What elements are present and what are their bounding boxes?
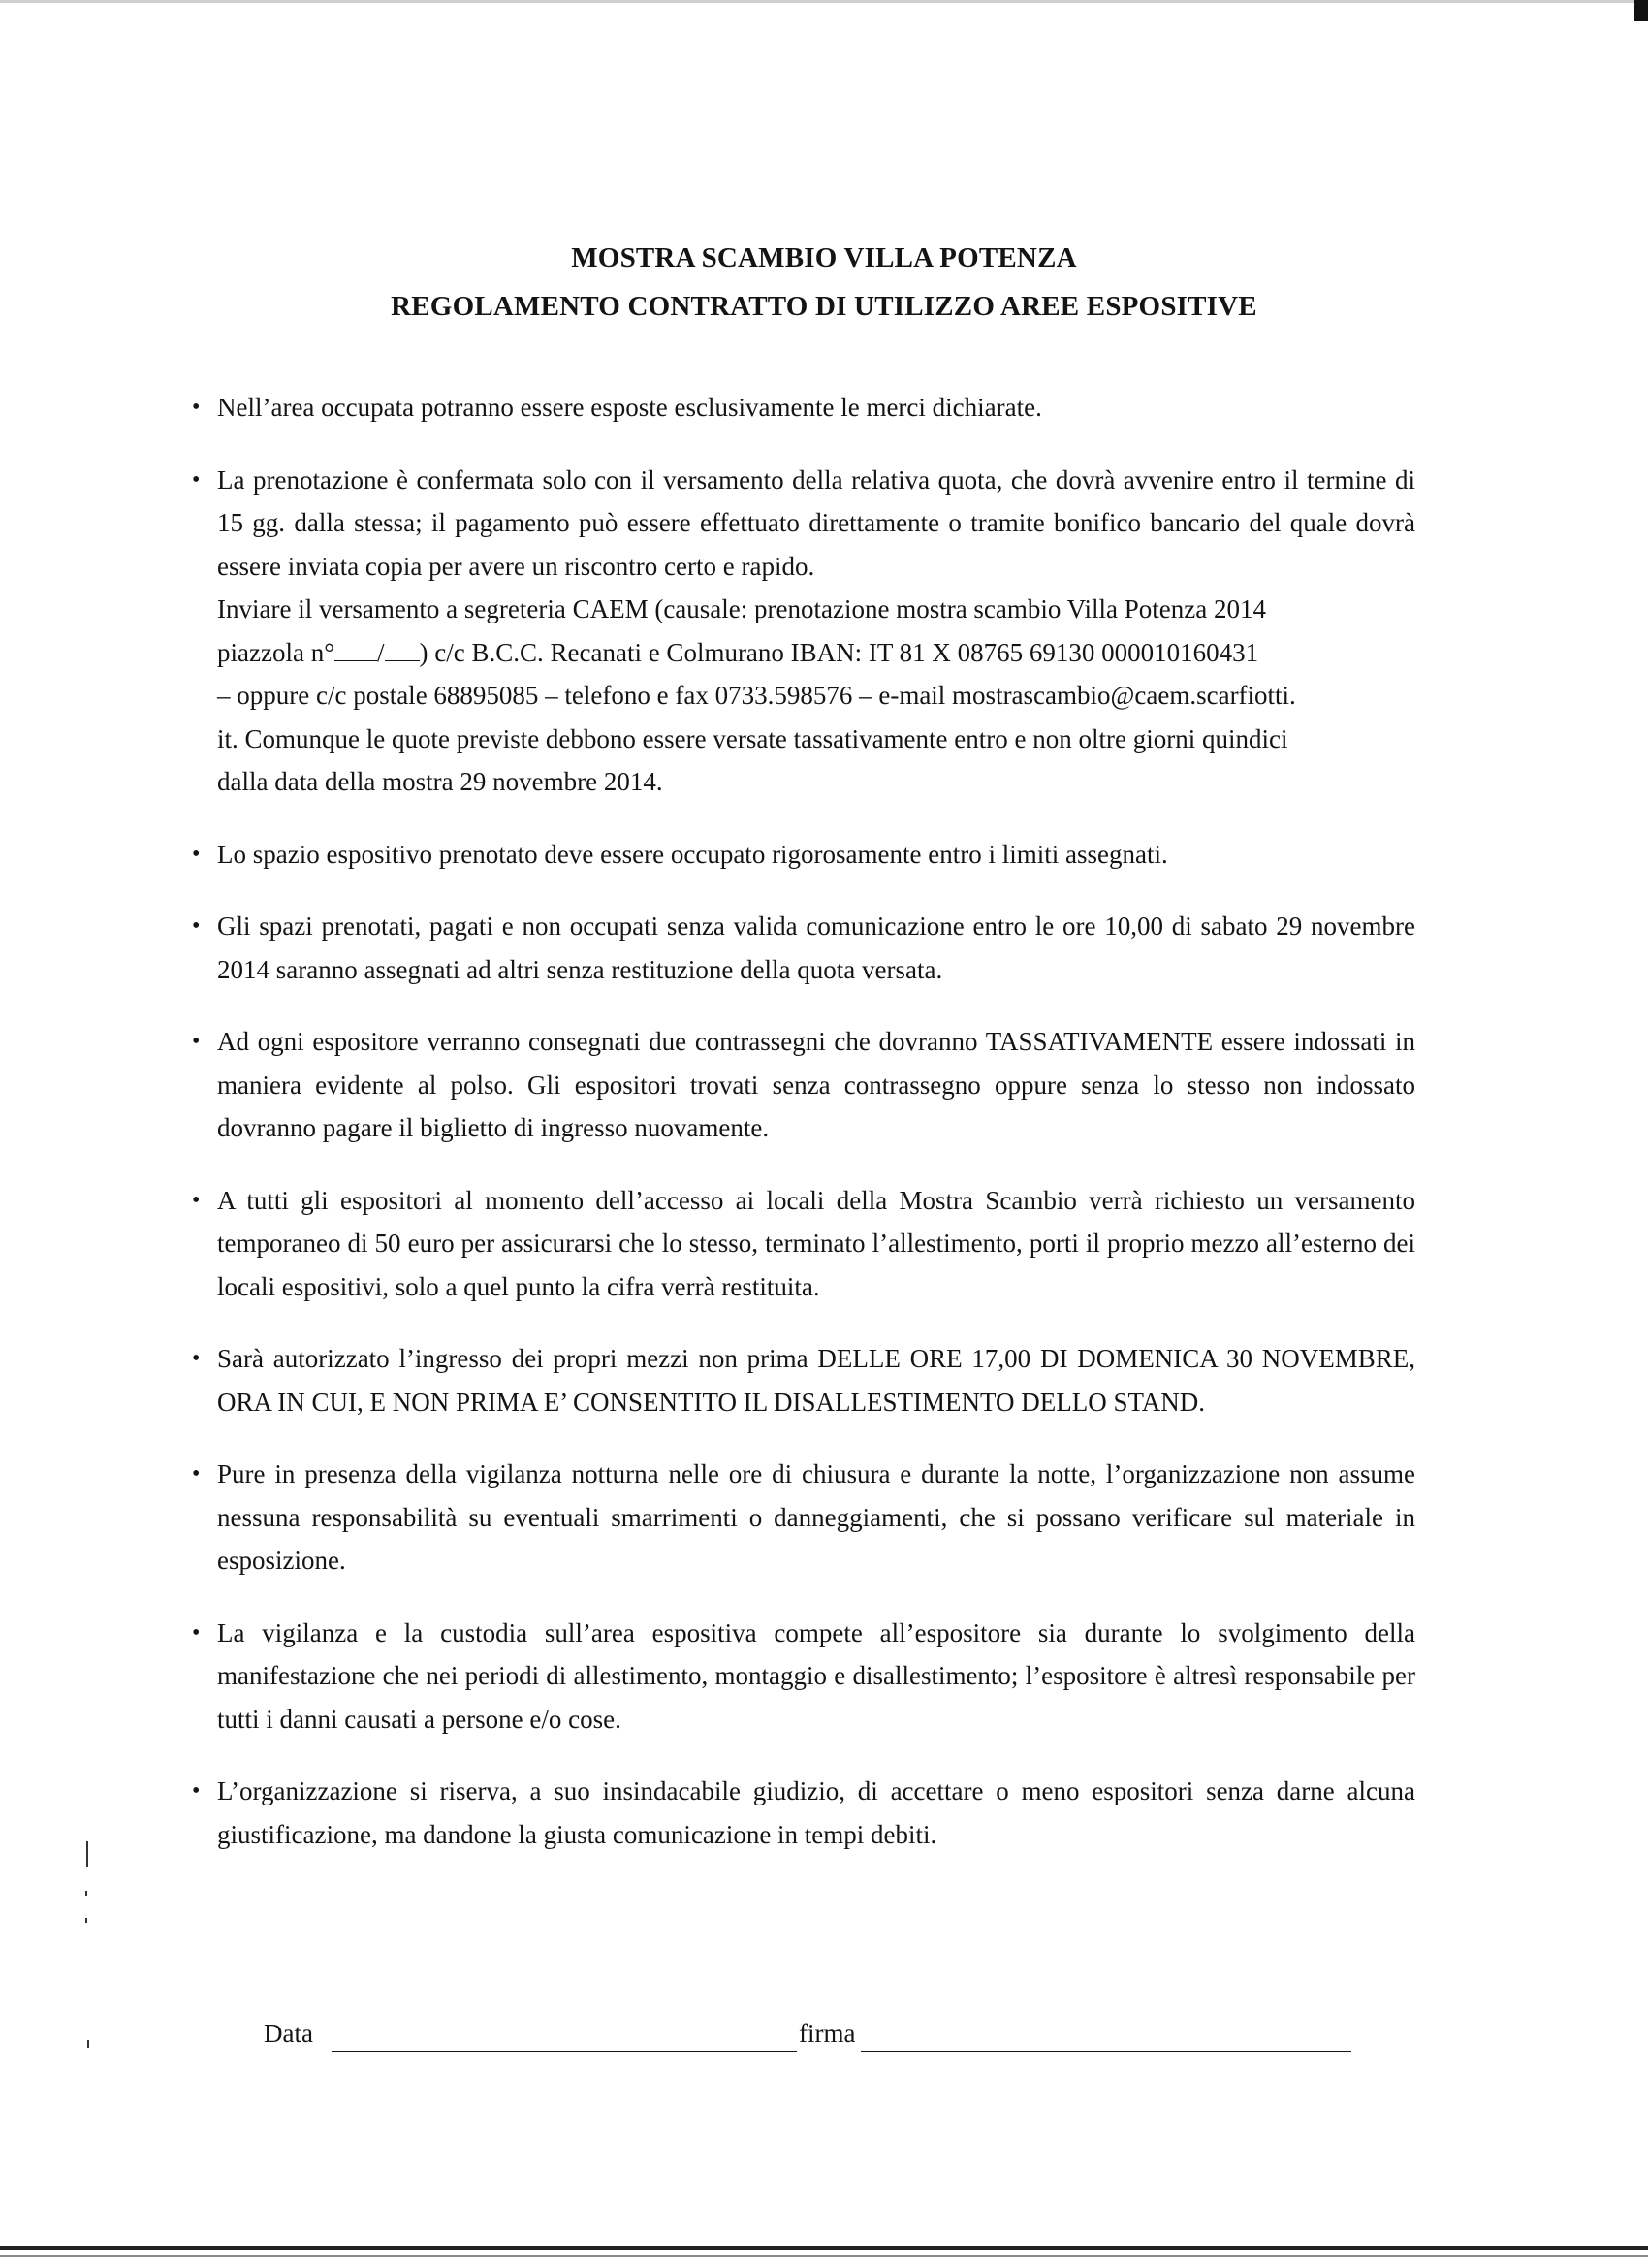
rule-item <box>173 833 1415 877</box>
rule-item <box>173 905 1415 991</box>
bullet-icon: • <box>192 1346 201 1371</box>
payment-line: – oppure c/c postale 68895085 – telefono e fax 0733.598576 – e-mail mostrascambio@caem.scarfiotti. <box>217 681 1296 710</box>
bullet-icon: • <box>192 841 201 867</box>
rule-text: Gli spazi prenotati, pagati e non occupati senza valida comunicazione entro le ore 10,00 di sabato 29 novembre 2014 saranno assegnati ad altri senza restituzione della quota versata. <box>217 911 1415 984</box>
bullet-icon: • <box>192 1778 201 1804</box>
scan-edge-bottom <box>0 2246 1648 2250</box>
rule-item <box>173 1453 1415 1582</box>
payment-instructions <box>217 588 1415 804</box>
document-title: MOSTRA SCAMBIO VILLA POTENZA <box>571 242 1077 273</box>
bullet-icon: • <box>192 1619 201 1645</box>
payment-line: Inviare il versamento a segreteria CAEM (causale: prenotazione mostra scambio Villa Potenza 2014 <box>217 594 1267 623</box>
rule-text: Ad ogni espositore verranno consegnati due contrassegni che dovranno TASSATIVAMENTE essere indossati in maniera evidente al polso. Gli espositori trovati senza contrassegno oppure senza lo stesso non indossato dovranno pagare il biglietto di ingresso nuovamente. <box>217 1027 1415 1142</box>
scan-speck <box>87 2040 89 2048</box>
scan-mark-corner <box>1634 0 1648 21</box>
bullet-icon: • <box>192 1187 201 1213</box>
bullet-icon: • <box>192 913 201 939</box>
rule-item <box>173 1179 1415 1309</box>
scan-speck <box>85 1891 87 1896</box>
scan-speck <box>85 1918 87 1923</box>
piazzola-number-field[interactable] <box>334 637 377 661</box>
signature-label: firma <box>799 2019 856 2048</box>
rule-text: Sarà autorizzato l’ingresso dei propri mezzi non prima DELLE ORE 17,00 DI DOMENICA 30 NOVEMBRE, ORA IN CUI, E NON PRIMA E’ CONSENTITO IL DISALLESTIMENTO DELLO STAND. <box>217 1344 1415 1417</box>
signature-field[interactable] <box>861 2051 1351 2052</box>
payment-line: ) c/c B.C.C. Recanati e Colmurano IBAN: IT 81 X 08765 69130 000010160431 <box>419 637 1259 667</box>
scan-speck <box>86 1841 88 1867</box>
rule-text: A tutti gli espositori al momento dell’accesso ai locali della Mostra Scambio verrà richiesto un versamento temporaneo di 50 euro per assicurarsi che lo stesso, terminato l’allestimento, porti il proprio mezzo all’esterno dei locali espositivi, solo a quel punto la cifra verrà restituita. <box>217 1185 1415 1301</box>
rule-text: Nell’area occupata potranno essere esposte esclusivamente le merci dichiarate. <box>217 393 1042 422</box>
rule-item <box>173 386 1415 430</box>
date-field[interactable] <box>332 2051 797 2052</box>
bullet-icon: • <box>192 1461 201 1486</box>
scan-edge-bottom <box>0 2255 1648 2257</box>
date-label: Data <box>264 2019 313 2048</box>
rule-text: L’organizzazione si riserva, a suo insindacabile giudizio, di accettare o meno espositori senza darne alcuna giustificazione, ma dandone la giusta comunicazione in tempi debiti. <box>217 1776 1415 1849</box>
rule-item-payment <box>173 459 1415 804</box>
bullet-icon: • <box>192 395 201 420</box>
piazzola-slash: / <box>377 637 385 667</box>
document-subtitle: REGOLAMENTO CONTRATTO DI UTILIZZO AREE ESPOSITIVE <box>391 291 1257 322</box>
rule-item <box>173 1770 1415 1856</box>
rule-item <box>173 1612 1415 1741</box>
rule-text: Pure in presenza della vigilanza notturna nelle ore di chiusura e durante la notte, l’organizzazione non assume nessuna responsabilità su eventuali smarrimenti o danneggiamenti, che si possano verificare sul materiale in esposizione. <box>217 1459 1415 1575</box>
rule-item <box>173 1337 1415 1423</box>
payment-line: dalla data della mostra 29 novembre 2014. <box>217 767 663 796</box>
piazzola-label: piazzola n° <box>217 637 334 667</box>
rule-text: Lo spazio espositivo prenotato deve essere occupato rigorosamente entro i limiti assegnati. <box>217 839 1168 869</box>
rule-item <box>173 1020 1415 1150</box>
bullet-icon: • <box>192 466 201 493</box>
payment-line: it. Comunque le quote previste debbono essere versate tassativamente entro e non oltre giorni quindici <box>217 723 1288 753</box>
signature-row <box>264 2019 1359 2058</box>
rules-list <box>173 386 1415 1885</box>
bullet-icon: • <box>192 1029 201 1054</box>
rule-text: La vigilanza e la custodia sull’area espositiva compete all’espositore sia durante lo svolgimento della manifestazione che nei periodi di allestimento, montaggio e disallestimento; l’espositore è altresì responsabile per tutti i danni causati a persone e/o cose. <box>217 1617 1415 1734</box>
scan-edge-top <box>0 0 1648 3</box>
piazzola-number-field[interactable] <box>385 637 420 661</box>
rule-text: La prenotazione è confermata solo con il versamento della relativa quota, che dovrà avvenire entro il termine di 15 gg. dalla stessa; il pagamento può essere effettuato direttamente o tramite bonifico bancario del quale dovrà essere inviata copia per avere un riscontro certo e rapido. <box>217 464 1415 581</box>
